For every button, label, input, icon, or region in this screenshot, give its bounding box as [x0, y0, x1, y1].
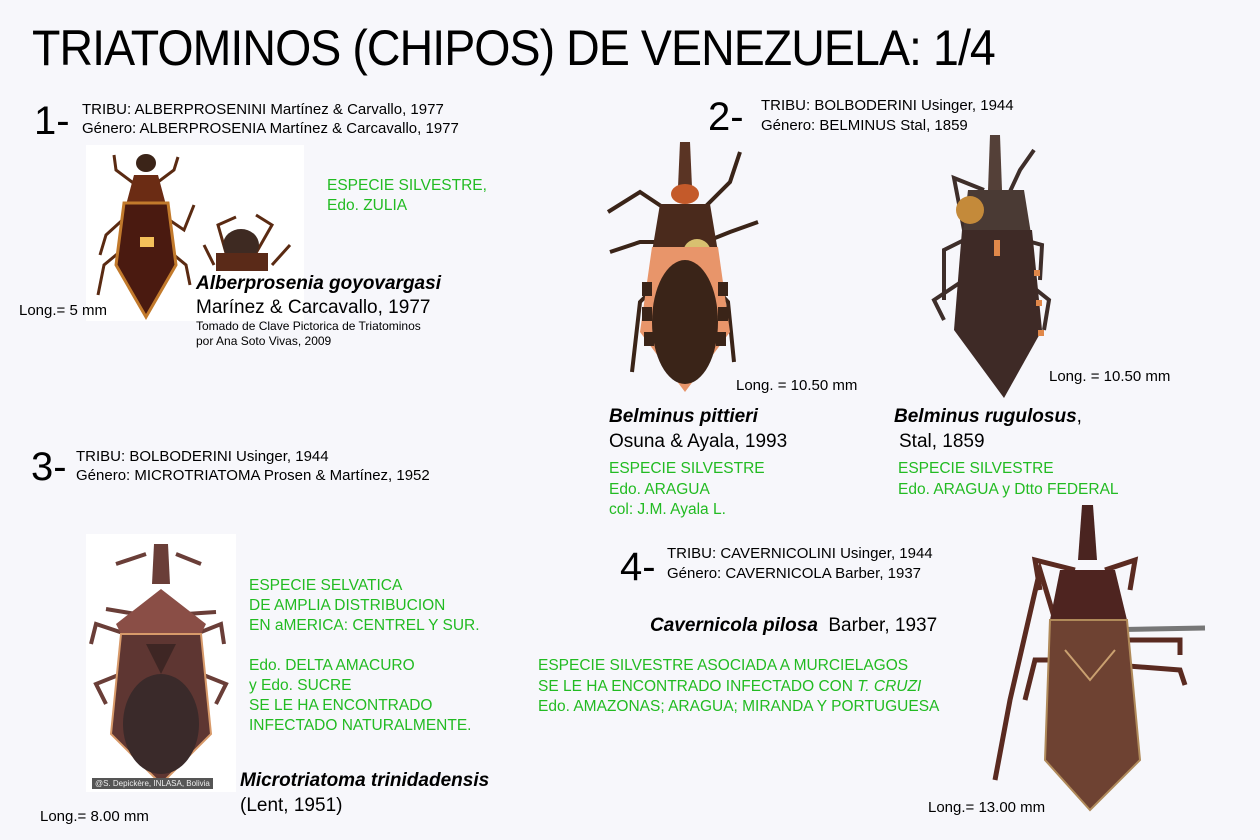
- belminus-rugulosus-note-1: ESPECIE SILVESTRE: [898, 460, 1054, 477]
- section-3-note-4: Edo. DELTA AMACURO: [249, 657, 415, 674]
- section-3-species-name: Microtriatoma trinidadensis: [240, 770, 490, 791]
- section-3-note-6: SE LE HA ENCONTRADO: [249, 697, 433, 714]
- section-1-number: 1-: [34, 99, 70, 143]
- microtriatoma-specimen-photo: [86, 534, 236, 792]
- section-1-source-line-2: por Ana Soto Vivas, 2009: [196, 334, 332, 348]
- page-title: TRIATOMINOS (CHIPOS) DE VENEZUELA: 1/4: [32, 20, 995, 76]
- section-3-tribu: TRIBU: BOLBODERINI Usinger, 1944: [76, 448, 329, 465]
- cavernicola-specimen-photo: [975, 500, 1210, 815]
- section-4-number: 4-: [620, 545, 656, 589]
- section-1-note-line-1: ESPECIE SILVESTRE,: [327, 177, 487, 194]
- t-cruzi-italic: T. CRUZI: [857, 678, 922, 695]
- belminus-rugulosus-author: Stal, 1859: [899, 431, 985, 452]
- belminus-pittieri-specimen-photo: [600, 132, 770, 394]
- section-1-source-line-1: Tomado de Clave Pictorica de Triatominos: [196, 319, 421, 333]
- section-3-species-author: (Lent, 1951): [240, 795, 343, 816]
- belminus-rugulosus-comma: ,: [1076, 406, 1082, 427]
- belminus-rugulosus-species-name: Belminus rugulosus: [894, 406, 1077, 427]
- belminus-pittieri-note-3: col: J.M. Ayala L.: [609, 501, 726, 518]
- belminus-pittieri-author: Osuna & Ayala, 1993: [609, 431, 788, 452]
- section-3-genero: Género: MICROTRIATOMA Prosen & Martínez, 1952: [76, 467, 430, 484]
- section-1-species-author: Marínez & Carcavallo, 1977: [196, 297, 431, 318]
- section-4-tribu: TRIBU: CAVERNICOLINI Usinger, 1944: [667, 545, 933, 562]
- belminus-pittieri-note-1: ESPECIE SILVESTRE: [609, 460, 765, 477]
- section-1-note-line-2: Edo. ZULIA: [327, 197, 408, 214]
- section-1-tribu: TRIBU: ALBERPROSENINI Martínez & Carvallo, 1977: [82, 101, 444, 118]
- section-3-note-5: y Edo. SUCRE: [249, 677, 352, 694]
- photo-credit: @S. Depickère, INLASA, Bolivia: [92, 778, 213, 789]
- belminus-pittieri-species-name: Belminus pittieri: [609, 406, 758, 427]
- section-4-genero: Género: CAVERNICOLA Barber, 1937: [667, 565, 922, 582]
- belminus-rugulosus-specimen-photo: [924, 130, 1064, 400]
- section-3-note-1: ESPECIE SELVATICA: [249, 577, 403, 594]
- section-2-tribu: TRIBU: BOLBODERINI Usinger, 1944: [761, 97, 1014, 114]
- section-3-note-7: INFECTADO NATURALMENTE.: [249, 717, 472, 734]
- section-4-species-author: Barber, 1937: [828, 615, 938, 636]
- belminus-pittieri-length: Long. = 10.50 mm: [736, 377, 858, 394]
- section-4-note-2-text: SE LE HA ENCONTRADO INFECTADO CON: [538, 678, 858, 695]
- belminus-pittieri-note-2: Edo. ARAGUA: [609, 481, 710, 498]
- section-1-genero: Género: ALBERPROSENIA Martínez & Carcavallo, 1977: [82, 120, 459, 137]
- belminus-rugulosus-note-2: Edo. ARAGUA y Dtto FEDERAL: [898, 481, 1119, 498]
- section-4-note-2: [538, 677, 921, 697]
- belminus-rugulosus-title: [894, 406, 1082, 428]
- section-1-length: Long.= 5 mm: [19, 302, 107, 319]
- section-3-number: 3-: [31, 445, 67, 489]
- section-4-length: Long.= 13.00 mm: [928, 799, 1046, 816]
- section-4-species-name: Cavernicola pilosa: [650, 615, 818, 636]
- section-1-species-name: Alberprosenia goyovargasi: [196, 273, 441, 294]
- section-3-note-2: DE AMPLIA DISTRIBUCION: [249, 597, 446, 614]
- section-4-species-line: [650, 615, 937, 637]
- section-2-number: 2-: [708, 95, 744, 139]
- section-4-note-3: Edo. AMAZONAS; ARAGUA; MIRANDA Y PORTUGUESA: [538, 698, 940, 715]
- belminus-rugulosus-length: Long. = 10.50 mm: [1049, 368, 1171, 385]
- section-3-note-3: EN aMERICA: CENTREL Y SUR.: [249, 617, 480, 634]
- section-2-genero: Género: BELMINUS Stal, 1859: [761, 117, 968, 134]
- section-4-note-1: ESPECIE SILVESTRE ASOCIADA A MURCIELAGOS: [538, 657, 909, 674]
- section-3-length: Long.= 8.00 mm: [40, 808, 149, 825]
